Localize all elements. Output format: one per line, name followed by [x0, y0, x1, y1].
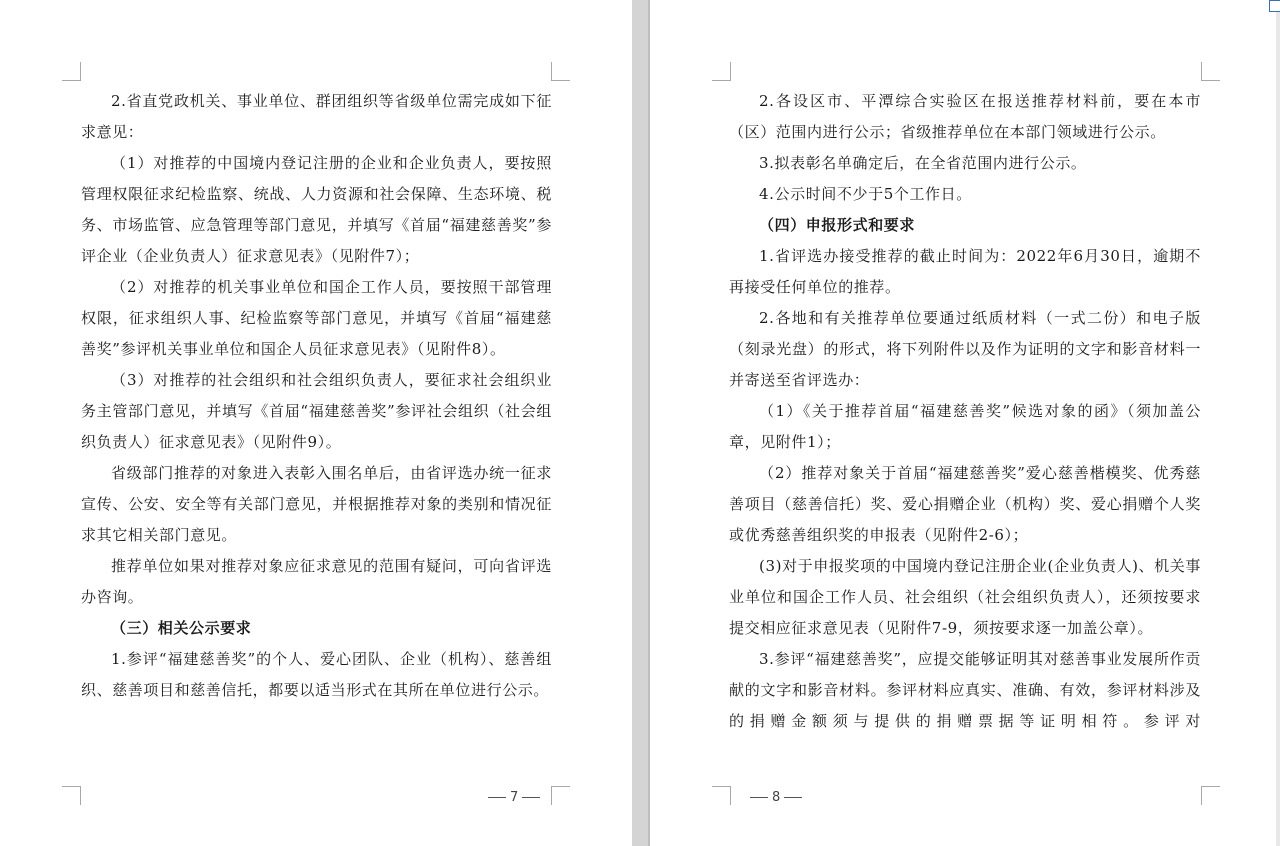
- paragraph: 3.参评“福建慈善奖”，应提交能够证明其对慈善事业发展所作贡献的文字和影音材料。参评材料应真实、准确、有效，参评材料涉及的捐赠金额须与提供的捐赠票据等证明相符。参评对: [729, 650, 1201, 730]
- page-corner-mark: [551, 786, 570, 805]
- paragraph: 2.各地和有关推荐单位要通过纸质材料（一式二份）和电子版（刻录光盘）的形式，将下列附件以及作为证明的文字和影音材料一并寄送至省评选办：: [729, 309, 1201, 389]
- paragraph: 1.参评“福建慈善奖”的个人、爱心团队、企业（机构）、慈善组织、慈善项目和慈善信托，都要以适当形式在其所在单位进行公示。: [81, 650, 552, 699]
- paragraph: （2）对推荐的机关事业单位和国企工作人员，要按照干部管理权限，征求组织人事、纪检监察等部门意见，并填写《首届“福建慈善奖”参评机关事业单位和国企人员征求意见表》（见附件8）。: [81, 278, 552, 358]
- paragraph: 4.公示时间不少于5个工作日。: [759, 185, 972, 203]
- paragraph: （2）推荐对象关于首届“福建慈善奖”爱心慈善楷模奖、优秀慈善项目（慈善信托）奖、爱心捐赠企业（机构）奖、爱心捐赠个人奖或优秀慈善组织奖的申报表（见附件2-6）；: [729, 464, 1201, 544]
- document-page-7: [0, 0, 632, 846]
- page-number-value: 8: [772, 790, 781, 805]
- paragraph: （1）对推荐的中国境内登记注册的企业和企业负责人，要按照管理权限征求纪检监察、统战、人力资源和社会保障、生态环境、税务、市场监管、应急管理等部门意见，并填写《首届“福建慈善奖”参评企业（企业负责人）征求意见表》（见附件7）；: [81, 154, 552, 265]
- scrollbar-track[interactable]: [1276, 0, 1280, 846]
- document-page-8: [650, 0, 1280, 846]
- page-body-text: [81, 86, 552, 706]
- paragraph: 1.省评选办接受推荐的截止时间为：2022年6月30日，逾期不再接受任何单位的推荐。: [729, 247, 1201, 296]
- scroll-indicator[interactable]: [1269, 0, 1280, 12]
- section-heading: （四）申报形式和要求: [759, 216, 916, 234]
- paragraph: (3)对于申报奖项的中国境内登记注册企业(企业负责人)、机关事业单位和国企工作人员、社会组织（社会组织负责人），还须按要求提交相应征求意见表（见附件7-9，须按要求逐一加盖公章）。: [729, 557, 1201, 637]
- page-corner-mark: [1201, 62, 1220, 81]
- paragraph: 2.省直党政机关、事业单位、群团组织等省级单位需完成如下征求意见：: [81, 92, 552, 141]
- page-corner-mark: [551, 62, 570, 81]
- paragraph: （1）《关于推荐首届“福建慈善奖”候选对象的函》（须加盖公章，见附件1）；: [729, 402, 1201, 451]
- paragraph: （3）对推荐的社会组织和社会组织负责人，要征求社会组织业务主管部门意见，并填写《首届“福建慈善奖”参评社会组织（社会组织负责人）征求意见表》（见附件9）。: [81, 371, 552, 451]
- paragraph: 省级部门推荐的对象进入表彰入围名单后，由省评选办统一征求宣传、公安、安全等有关部门意见，并根据推荐对象的类别和情况征求其它相关部门意见。: [81, 464, 552, 544]
- paragraph: 推荐单位如果对推荐对象应征求意见的范围有疑问，可向省评选办咨询。: [81, 557, 552, 606]
- paragraph: 2.各设区市、平潭综合实验区在报送推荐材料前，要在本市（区）范围内进行公示；省级推荐单位在本部门领域进行公示。: [729, 92, 1201, 141]
- page-corner-mark: [1201, 786, 1220, 805]
- page-corner-mark: [62, 786, 81, 805]
- page-number-dash: [750, 797, 768, 798]
- page-number-value: 7: [510, 790, 519, 805]
- paragraph: 3.拟表彰名单确定后，在全省范围内进行公示。: [759, 154, 1087, 172]
- page-number-dash: [522, 797, 540, 798]
- page-body-text: [729, 86, 1201, 737]
- page-number-dash: [488, 797, 506, 798]
- page-corner-mark: [712, 786, 731, 805]
- page-corner-mark: [62, 62, 81, 81]
- section-heading: （三）相关公示要求: [111, 619, 252, 637]
- page-corner-mark: [712, 62, 731, 81]
- page-number: [484, 790, 544, 805]
- page-number-dash: [784, 797, 802, 798]
- page-number: [746, 790, 806, 805]
